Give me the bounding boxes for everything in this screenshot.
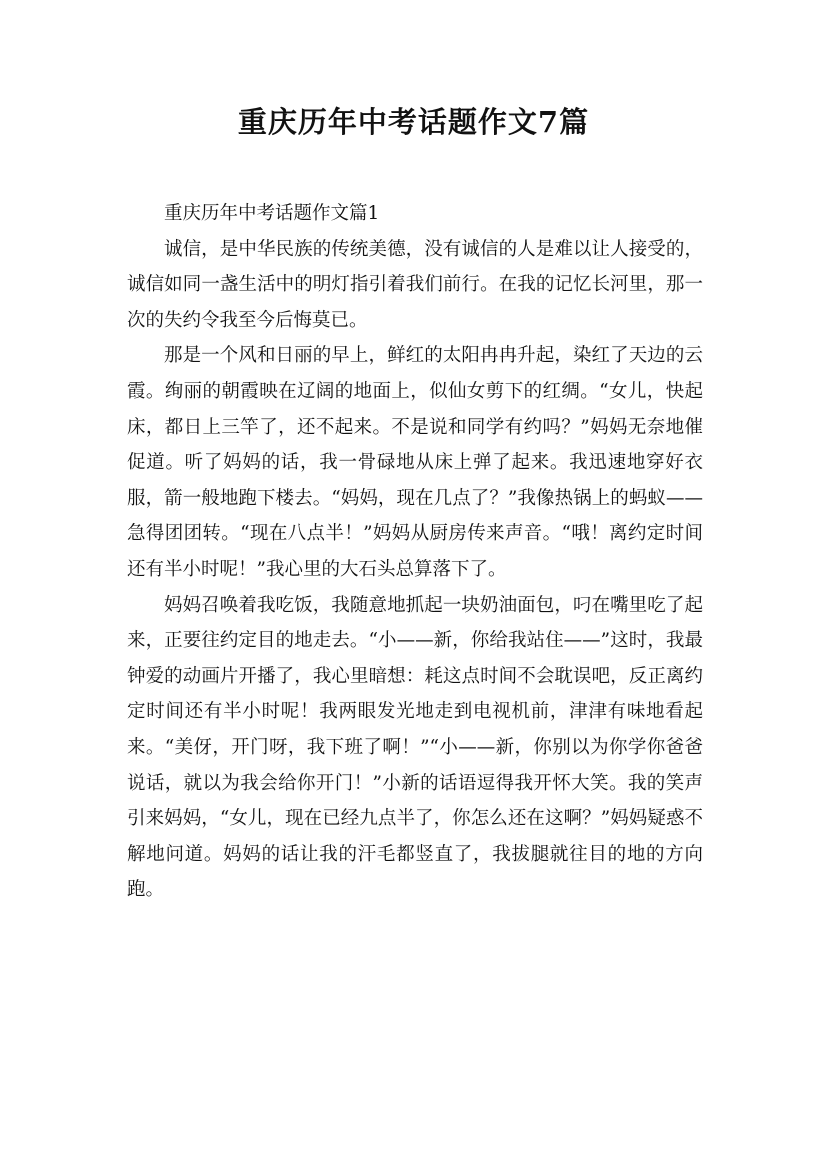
paragraph-2: 那是一个风和日丽的早上，鲜红的太阳冉冉升起，染红了天边的云霞。绚丽的朝霞映在辽阔的地面上，似仙女剪下的红绸。“女儿，快起床，都日上三竿了，还不起来。不是说和同学有约吗？”妈妈无奈地催促道。听了妈妈的话，我一骨碌地从床上弹了起来。我迅速地穿好衣服，箭一般地跑下楼去。“妈妈，现在几点了？”我像热锅上的蚂蚁——急得团团转。“现在八点半！”妈妈从厨房传来声音。“哦！离约定时间还有半小时呢！”我心里的大石头总算落下了。: [127, 345, 703, 580]
section-heading: 重庆历年中考话题作文篇1: [164, 203, 380, 224]
document-body: [127, 196, 703, 908]
paragraph-1: 诚信，是中华民族的传统美德，没有诚信的人是难以让人接受的，诚信如同一盏生活中的明灯指引着我们前行。在我的记忆长河里，那一次的失约令我至今后悔莫已。: [127, 238, 703, 331]
document-title: 重庆历年中考话题作文7篇: [237, 105, 590, 139]
paragraph-3: 妈妈召唤着我吃饭，我随意地抓起一块奶油面包，叼在嘴里吃了起来，正要往约定目的地走去。“小——新，你给我站住——”这时，我最钟爱的动画片开播了，我心里暗想：耗这点时间不会耽误吧，反正离约定时间还有半小时呢！我两眼发光地走到电视机前，津津有味地看起来。“美伢，开门呀，我下班了啊！”“小——新，你别以为你学你爸爸说话，就以为我会给你开门！”小新的话语逗得我开怀大笑。我的笑声引来妈妈，“女儿，现在已经九点半了，你怎么还在这啊？”妈妈疑惑不解地问道。妈妈的话让我的汗毛都竖直了，我拔腿就往目的地的方向跑。: [127, 594, 703, 901]
